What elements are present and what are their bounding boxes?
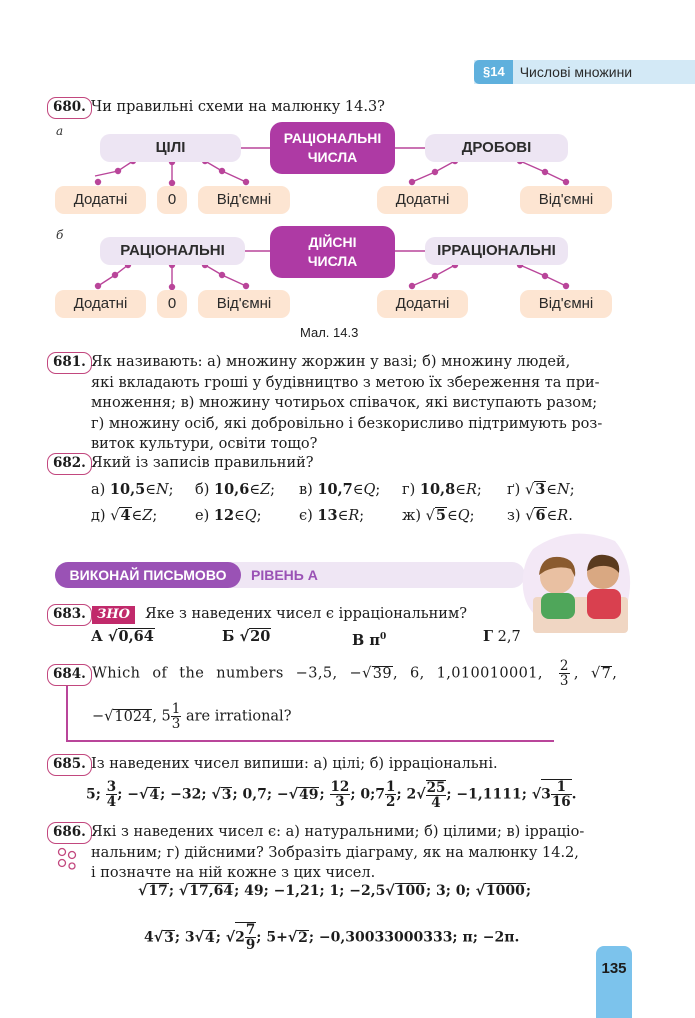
answer-b: Б √20 bbox=[222, 628, 271, 645]
zno-badge: ЗНО bbox=[92, 606, 135, 624]
leaf-positive: Додатні bbox=[55, 290, 146, 318]
students-illustration bbox=[515, 527, 635, 635]
number-list-1: √17; √17,64; 49; −1,21; 1; −2,5√100; 3; 0; √1000; bbox=[138, 883, 532, 899]
section-banner bbox=[55, 562, 525, 588]
option-ye: є) 13∈R; bbox=[299, 507, 365, 524]
exercise-text: Із наведених чисел випиши: а) цілі; б) ірраціональні. bbox=[91, 756, 498, 772]
text-line: множення; в) множину чотирьох співачок, які виступають разом; bbox=[91, 395, 598, 411]
text-line: виток культури, освіти тощо? bbox=[91, 436, 318, 452]
leaf-negative: Від'ємні bbox=[520, 186, 612, 214]
banner-level: РІВЕНЬ А bbox=[251, 567, 318, 583]
section-number: §14 bbox=[474, 60, 513, 84]
answer-a: А √0,64 bbox=[91, 628, 154, 645]
option-v: в) 10,7∈Q; bbox=[299, 481, 381, 498]
bracket-line bbox=[66, 686, 68, 741]
option-z: з) √6∈R. bbox=[507, 507, 573, 524]
center-line-2: ЧИСЛА bbox=[307, 149, 358, 165]
banner-title: ВИКОНАЙ ПИСЬМОВО bbox=[55, 562, 241, 588]
section-title: Числові множини bbox=[519, 64, 633, 80]
answer-g: Г 2,7 bbox=[483, 628, 521, 645]
node-real-center bbox=[270, 226, 395, 278]
leaf-negative: Від'ємні bbox=[198, 186, 290, 214]
exercise-number: 681. bbox=[47, 352, 92, 374]
option-b: б) 10,6∈Z; bbox=[195, 481, 276, 498]
option-h: г) 10,8∈R; bbox=[402, 481, 482, 498]
leaf-positive: Додатні bbox=[55, 186, 146, 214]
text-line: Які з наведених чисел є: а) натуральними; б) цілими; в) ірраціо- bbox=[91, 824, 585, 840]
page-number: 135 bbox=[596, 946, 632, 1018]
exercise-text-line-1: Which of the numbers −3,5, −√39, 6, 1,010010001, $\frac{2}{3}$ , √7, bbox=[92, 658, 618, 689]
number-list-2: 4√3; 3√4; √2 $\frac{7}{9}$ ; 5+√2; −0,30033000333; π; −2π. bbox=[144, 922, 520, 953]
leaf-positive: Додатні bbox=[377, 186, 468, 214]
diagram-label: б bbox=[56, 228, 64, 242]
bracket-line bbox=[66, 740, 554, 742]
exercise-text bbox=[91, 352, 611, 455]
exercise-text: Яке з наведених чисел є ірраціональним? bbox=[145, 606, 467, 622]
node-fractional: ДРОБОВІ bbox=[425, 134, 568, 162]
figure-caption: Мал. 14.3 bbox=[300, 325, 359, 340]
option-g: ґ) √3∈N; bbox=[507, 481, 575, 498]
text-line: які вкладають гроші у будівництво з метою їх збереження та при- bbox=[91, 374, 600, 391]
option-d: д) √4∈Z; bbox=[91, 507, 158, 524]
number-list: 5; $\frac{3}{4}$ ; −√4; −32; √3; 0,7; −√49; $\frac{12}{3}$ ; 0;7 $\frac{1}{2}$ ; 2√ $\frac{25}{4}$ ; −1,1111; √3 $\frac{1}{16}$ . bbox=[86, 779, 577, 811]
exercise-number: 686. bbox=[47, 822, 92, 844]
leaf-zero: 0 bbox=[157, 186, 187, 214]
text-line: Як називають: а) множину жоржин у вазі; б) множину людей, bbox=[91, 354, 571, 370]
leaf-negative: Від'ємні bbox=[520, 290, 612, 318]
option-e: е) 12∈Q; bbox=[195, 507, 262, 524]
group-work-icon bbox=[54, 846, 80, 872]
exercise-number: 685. bbox=[47, 754, 92, 776]
exercise-number: 683. bbox=[47, 604, 92, 626]
leaf-positive: Додатні bbox=[377, 290, 468, 318]
node-rational: РАЦІОНАЛЬНІ bbox=[100, 237, 245, 265]
center-line-2: ЧИСЛА bbox=[307, 253, 358, 269]
diagram-label: а bbox=[56, 124, 64, 138]
exercise-text: Який із записів правильний? bbox=[91, 455, 314, 471]
option-zh: ж) √5∈Q; bbox=[402, 507, 475, 524]
text-line: нальним; г) дійсними? Зобразіть діаграму, як на малюнку 14.2, bbox=[91, 844, 579, 861]
node-irrational: ІРРАЦІОНАЛЬНІ bbox=[425, 237, 568, 265]
exercise-text: Чи правильні схеми на малюнку 14.3? bbox=[91, 99, 385, 115]
node-integers: ЦІЛІ bbox=[100, 134, 241, 162]
center-line-1: РАЦІОНАЛЬНІ bbox=[283, 130, 382, 146]
option-a: а) 10,5∈N; bbox=[91, 481, 174, 498]
center-line-1: ДІЙСНІ bbox=[308, 234, 357, 250]
exercise-number: 680. bbox=[47, 97, 92, 119]
text-line: г) множину осіб, які добровільно і безкорисливо підтримують роз- bbox=[91, 415, 603, 432]
answer-v: В $\pi^0$ bbox=[352, 631, 387, 649]
exercise-text bbox=[91, 822, 611, 884]
node-rational-center bbox=[270, 122, 395, 174]
leaf-negative: Від'ємні bbox=[198, 290, 290, 318]
leaf-zero: 0 bbox=[157, 290, 187, 318]
exercise-text-line-2: −√1024, 5 $\frac{1}{3}$ are irrational? bbox=[92, 701, 292, 732]
text-line: і позначте на ній кожне з цих чисел. bbox=[91, 865, 376, 881]
exercise-number: 684. bbox=[47, 664, 92, 686]
exercise-number: 682. bbox=[47, 453, 92, 475]
